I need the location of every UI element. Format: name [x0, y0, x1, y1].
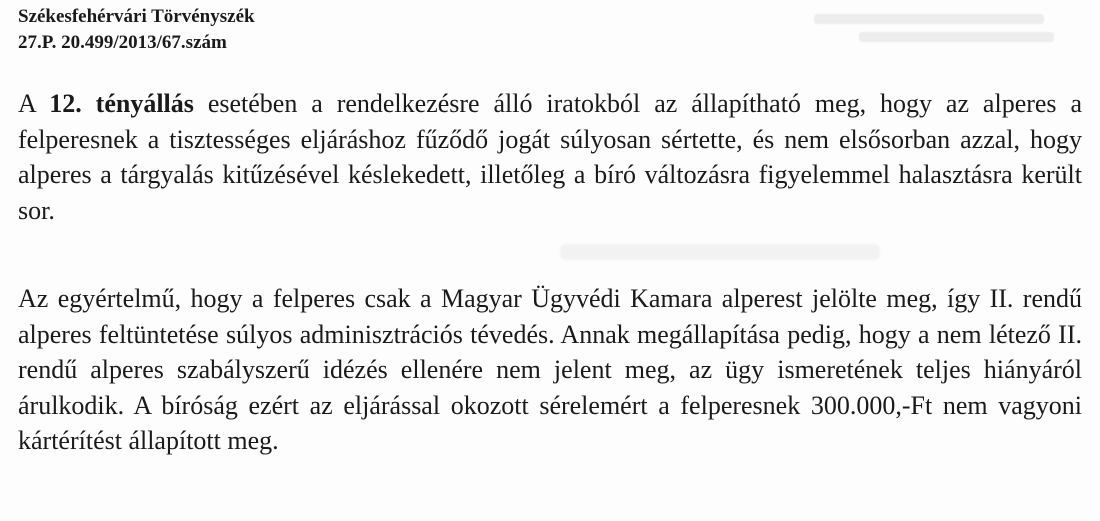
document-header — [18, 4, 255, 56]
paragraph-damages — [18, 281, 1082, 459]
paragraph-body: esetében a rendelkezésre álló iratokból az állapítható meg, hogy az alperes a felperesnek a tisztességes eljáráshoz fűződő jogát súlyosan sértette, és nem elsősorban azzal, hogy alperes a tárgyalás kitűzésével késlekedett, illetőleg a bíró változásra figyelemmel halasztásra került sor. — [18, 89, 1083, 225]
bleed-through-shadow — [814, 6, 1064, 66]
case-number: 27.P. 20.499/2013/67.szám — [18, 32, 227, 53]
paragraph-body: Az egyértelmű, hogy a felperes csak a Magyar Ügyvédi Kamara alperest jelölte meg, így II. rendű alperes feltüntetése súlyos adminisztrációs tévedés. Annak megállapítása pedig, hogy a nem létező II. rendű alperes szabályszerű idézés ellenére nem jelent meg, az ügy ismeretének teljes hiányáról árulkodik. A bíróság ezért az eljárással okozott sérelemért a felperesnek 300.000,-Ft nem vagyoni kártérítést állapított meg. — [18, 284, 1082, 456]
bleed-through-shadow — [560, 244, 880, 260]
paragraph-fact-12 — [18, 86, 1082, 228]
bold-fact-label: 12. tényállás — [49, 89, 194, 118]
court-name: Székesfehérvári Törvényszék — [18, 6, 255, 27]
paragraph-lead-word: A — [18, 89, 36, 118]
